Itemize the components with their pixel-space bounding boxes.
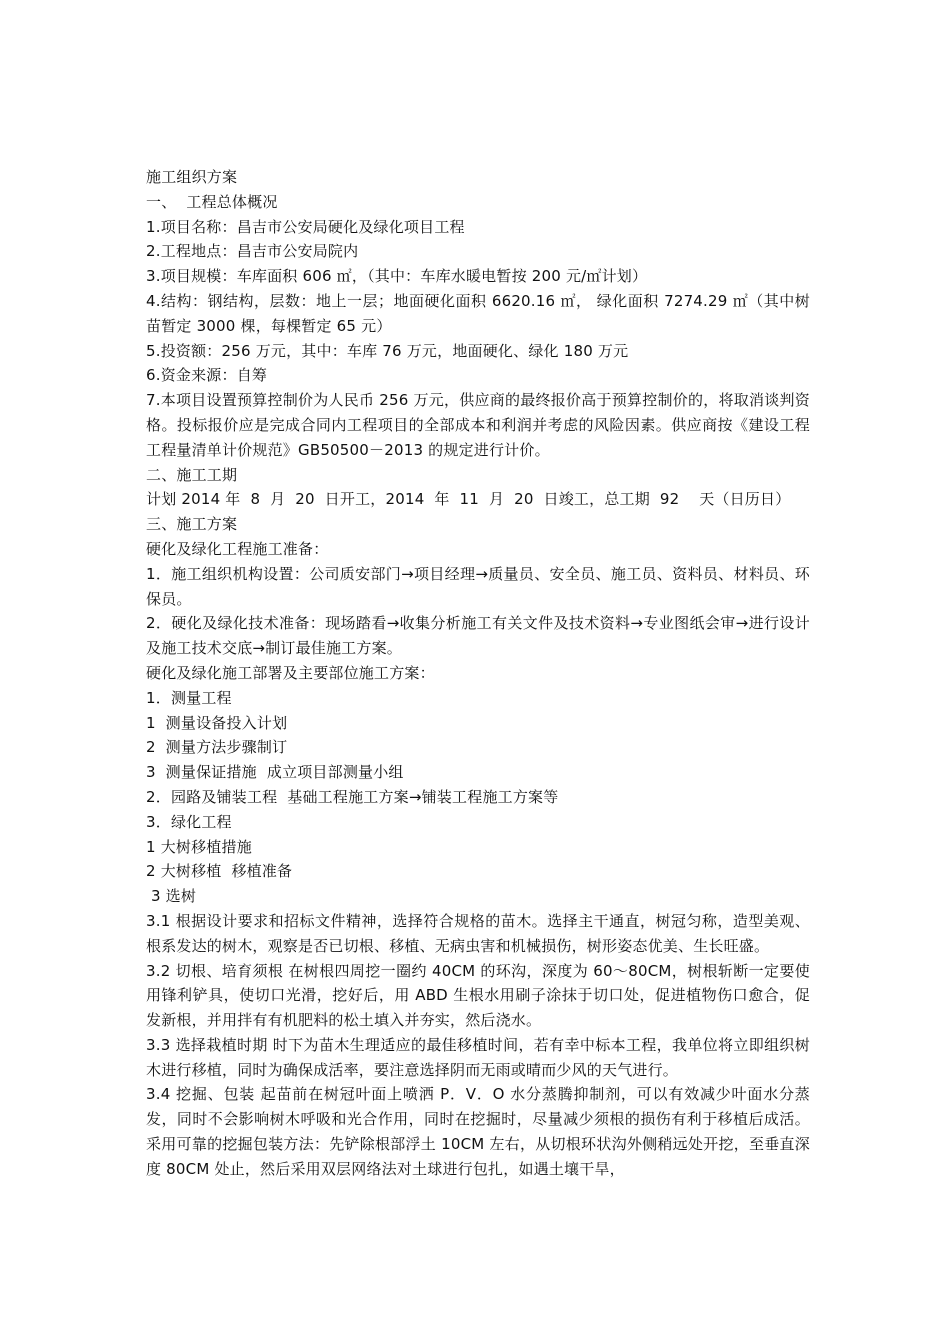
section-2-heading: 二、施工工期 xyxy=(146,465,238,484)
funding-source: 6.资金来源：自筹 xyxy=(146,366,268,385)
tree-selection-paragraph: 3.1 根据设计要求和招标文件精神，选择符合规格的苗木。选择主干通直，树冠匀称，造型美观、根系发达的树木，观察是否已切根、移植、无病虫害和机械损伤，树形姿态优美、生长旺盛。 xyxy=(146,911,810,955)
deployment-heading: 硬化及绿化施工部署及主要部位施工方案： xyxy=(146,663,435,682)
survey-item-1: 1 测量设备投入计划 xyxy=(146,713,288,732)
project-name: 1.项目名称：昌吉市公安局硬化及绿化项目工程 xyxy=(146,217,465,236)
construction-schedule: 计划 2014 年 8 月 20 日开工，2014 年 11 月 20 日竣工，总工期 92 天（日历日） xyxy=(146,490,791,509)
survey-work: 1．测量工程 xyxy=(146,688,232,707)
project-location: 2.工程地点：昌吉市公安局院内 xyxy=(146,242,359,261)
preparation-heading: 硬化及绿化工程施工准备： xyxy=(146,539,329,558)
section-1-heading: 一、 工程总体概况 xyxy=(146,192,278,211)
project-structure: 4.结构：钢结构，层数：地上一层；地面硬化面积 6620.16 ㎡， 绿化面积 7274.29 ㎡（其中树苗暂定 3000 棵，每棵暂定 65 元） xyxy=(146,291,810,335)
greening-item-3: 3 选树 xyxy=(146,887,197,906)
preparation-organization: 1．施工组织机构设置：公司质安部门→项目经理→质量员、安全员、施工员、资料员、材料员、环保员。 xyxy=(146,564,810,608)
document-title: 施工组织方案 xyxy=(146,168,238,186)
project-scale: 3.项目规模：车库面积 606 ㎡，（其中：车库水暖电暂按 200 元/㎡计划） xyxy=(146,267,648,286)
section-3-heading: 三、施工方案 xyxy=(146,515,238,534)
digging-packing-paragraph: 3.4 挖掘、包装 起苗前在树冠叶面上喷洒 P．V．O 水分蒸腾抑制剂，可以有效减少叶面水分蒸发，同时不会影响树木呼吸和光合作用，同时在挖掘时，尽量减少须根的损伤有利于移植后成活。 采用可靠的挖掘包装方法：先铲除根部浮土 10CM 左右，从切根环状沟外侧稍远处开挖，至垂直深度 80CM 处止，然后采用双层网络法对土球进行包扎，如遇土壤干旱， xyxy=(146,1085,810,1178)
survey-item-2: 2 测量方法步骤制订 xyxy=(146,738,288,757)
greening-item-1: 1 大树移植措施 xyxy=(146,837,252,856)
preparation-technical: 2．硬化及绿化技术准备：现场踏看→收集分析施工有关文件及技术资料→专业图纸会审→进行设计及施工技术交底→制订最佳施工方案。 xyxy=(146,614,810,658)
root-cutting-paragraph: 3.2 切根、培育须根 在树根四周挖一圈约 40CM 的环沟，深度为 60～80CM，树根斩断一定要使用锋利铲具，使切口光滑，挖好后，用 ABD 生根水用刷子涂抹于切口处，促进植物伤口愈合，促发新根，并用拌有有机肥料的松土填入并夯实，然后浇水。 xyxy=(146,961,810,1030)
greening-work: 3．绿化工程 xyxy=(146,812,232,831)
paving-work: 2．园路及铺装工程 基础工程施工方案→铺装工程施工方案等 xyxy=(146,787,559,806)
document-page xyxy=(146,165,810,1182)
planting-period-paragraph: 3.3 选择栽植时期 时下为苗木生理适应的最佳移植时间，若有幸中标本工程，我单位将立即组织树木进行移植，同时为确保成活率，要注意选择阴而无雨或晴而少风的天气进行。 xyxy=(146,1035,810,1079)
investment-amount: 5.投资额：256 万元，其中：车库 76 万元，地面硬化、绿化 180 万元 xyxy=(146,341,629,360)
greening-item-2: 2 大树移植 移植准备 xyxy=(146,862,293,881)
budget-control-price: 7.本项目设置预算控制价为人民币 256 万元，供应商的最终报价高于预算控制价的，将取消谈判资格。投标报价应是完成合同内工程项目的全部成本和利润并考虑的风险因素。供应商按《建设工程工程量清单计价规范》GB50500－2013 的规定进行计价。 xyxy=(146,391,810,459)
survey-item-3: 3 测量保证措施 成立项目部测量小组 xyxy=(146,763,404,782)
